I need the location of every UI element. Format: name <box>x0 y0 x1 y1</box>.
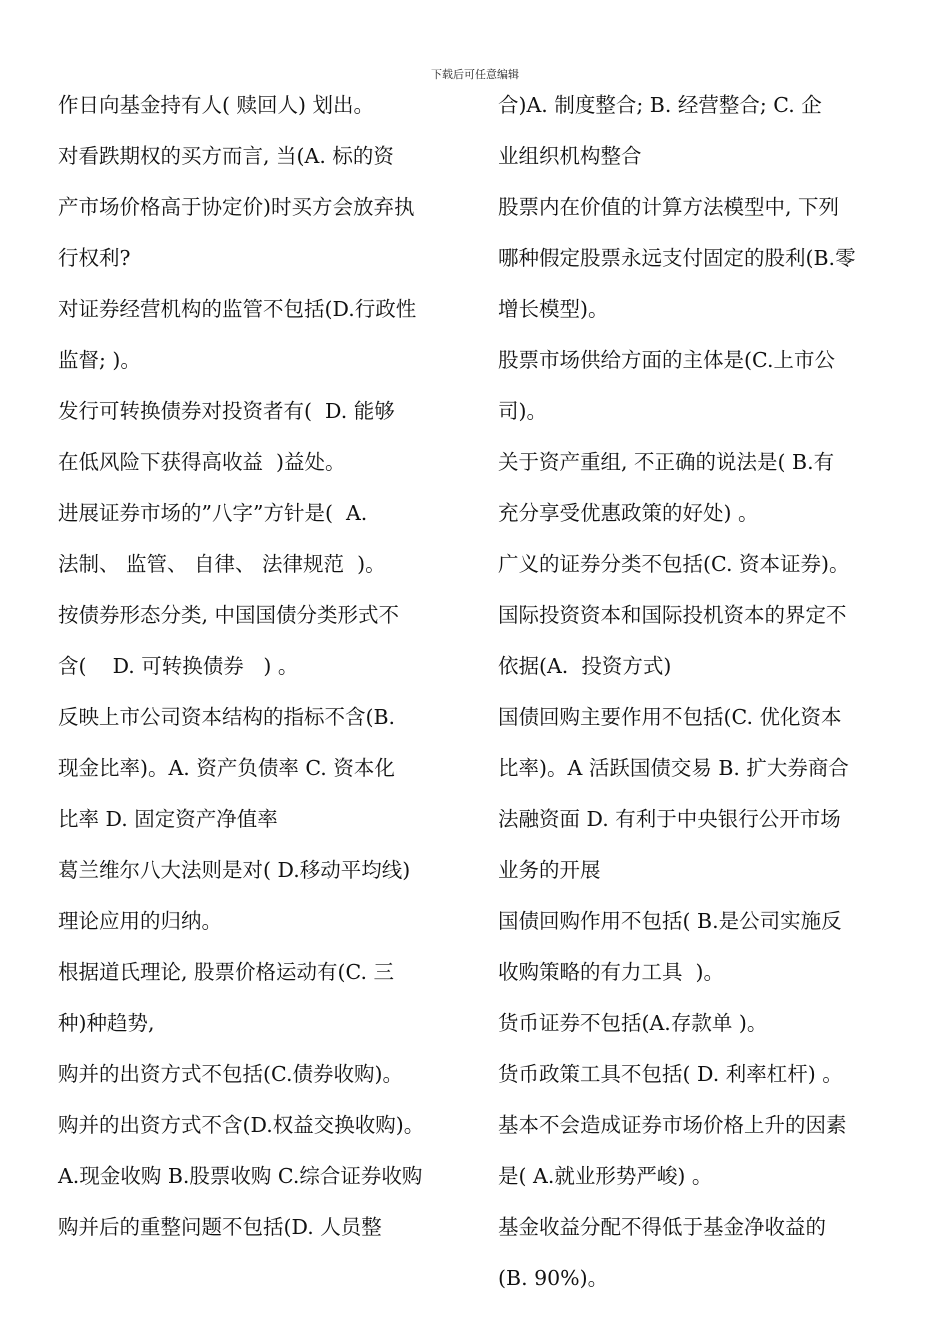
text-line: 对证券经营机构的监管不包括(D.行政性 <box>58 297 417 321</box>
text-line: 依据(A. 投资方式) <box>498 654 672 678</box>
text-line: 产市场价格高于协定价)时买方会放弃执 <box>58 195 415 219</box>
text-line: 国债回购作用不包括( B.是公司实施反 <box>498 909 842 933</box>
page-header: 下载后可任意编辑 <box>431 68 519 81</box>
text-line: 股票内在价值的计算方法模型中, 下列 <box>498 195 840 219</box>
text-line: 广义的证券分类不包括(C. 资本证券)。 <box>498 552 850 576</box>
text-line: 合)A. 制度整合; B. 经营整合; C. 企 <box>498 93 822 117</box>
text-line: 法制、 监管、 自律、 法律规范 )。 <box>58 552 386 576</box>
right-column <box>498 80 910 1304</box>
text-line: 国际投资资本和国际投机资本的界定不 <box>498 603 847 627</box>
text-line: 比率 D. 固定资产净值率 <box>58 807 278 831</box>
text-line: 购并后的重整问题不包括(D. 人员整 <box>58 1215 382 1239</box>
text-line: 货币证券不包括(A.存款单 )。 <box>498 1011 768 1035</box>
text-line: 反映上市公司资本结构的指标不含(B. <box>58 705 396 729</box>
text-line: 种)种趋势, <box>58 1011 155 1035</box>
text-line: 进展证券市场的”八字”方针是( A. <box>58 501 368 525</box>
text-line: 国债回购主要作用不包括(C. 优化资本 <box>498 705 842 729</box>
text-line: 行权利? <box>58 246 131 270</box>
text-line: 根据道氏理论, 股票价格运动有(C. 三 <box>58 960 395 984</box>
text-line: 基金收益分配不得低于基金净收益的 <box>498 1215 826 1239</box>
text-line: 在低风险下获得高收益 )益处。 <box>58 450 346 474</box>
text-line: 货币政策工具不包括( D. 利率杠杆) 。 <box>498 1062 843 1086</box>
text-line: 作日向基金持有人( 赎回人) 划出。 <box>58 93 375 117</box>
text-line: 关于资产重组, 不正确的说法是( B.有 <box>498 450 835 474</box>
text-line: (B. 90%)。 <box>498 1266 609 1290</box>
text-line: 理论应用的归纳。 <box>58 909 222 933</box>
text-line: 监督; )。 <box>58 348 141 372</box>
text-line: 对看跌期权的买方而言, 当(A. 标的资 <box>58 144 394 168</box>
text-line: 葛兰维尔八大法则是对( D.移动平均线) <box>58 858 411 882</box>
text-line: 业务的开展 <box>498 858 601 882</box>
text-line: 基本不会造成证券市场价格上升的因素 <box>498 1113 847 1137</box>
text-line: 业组织机构整合 <box>498 144 642 168</box>
text-line: 含( D. 可转换债券 ) 。 <box>58 654 299 678</box>
text-line: 哪种假定股票永远支付固定的股利(B.零 <box>498 246 856 270</box>
text-line: 购并的出资方式不包括(C.债券收购)。 <box>58 1062 403 1086</box>
text-line: 司)。 <box>498 399 547 423</box>
text-line: 按债券形态分类, 中国国债分类形式不 <box>58 603 400 627</box>
text-line: 收购策略的有力工具 )。 <box>498 960 725 984</box>
text-line: 发行可转换债券对投资者有( D. 能够 <box>58 399 395 423</box>
left-column <box>58 80 470 1253</box>
text-line: 比率)。A 活跃国债交易 B. 扩大券商合 <box>498 756 849 780</box>
text-line: 充分享受优惠政策的好处) 。 <box>498 501 759 525</box>
text-line: A.现金收购 B.股票收购 C.综合证券收购 <box>58 1164 423 1188</box>
text-line: 现金比率)。A. 资产负债率 C. 资本化 <box>58 756 395 780</box>
text-line: 法融资面 D. 有利于中央银行公开市场 <box>498 807 841 831</box>
text-line: 股票市场供给方面的主体是(C.上市公 <box>498 348 835 372</box>
text-line: 增长模型)。 <box>498 297 609 321</box>
text-line: 是( A.就业形势严峻) 。 <box>498 1164 713 1188</box>
text-line: 购并的出资方式不含(D.权益交换收购)。 <box>58 1113 425 1137</box>
